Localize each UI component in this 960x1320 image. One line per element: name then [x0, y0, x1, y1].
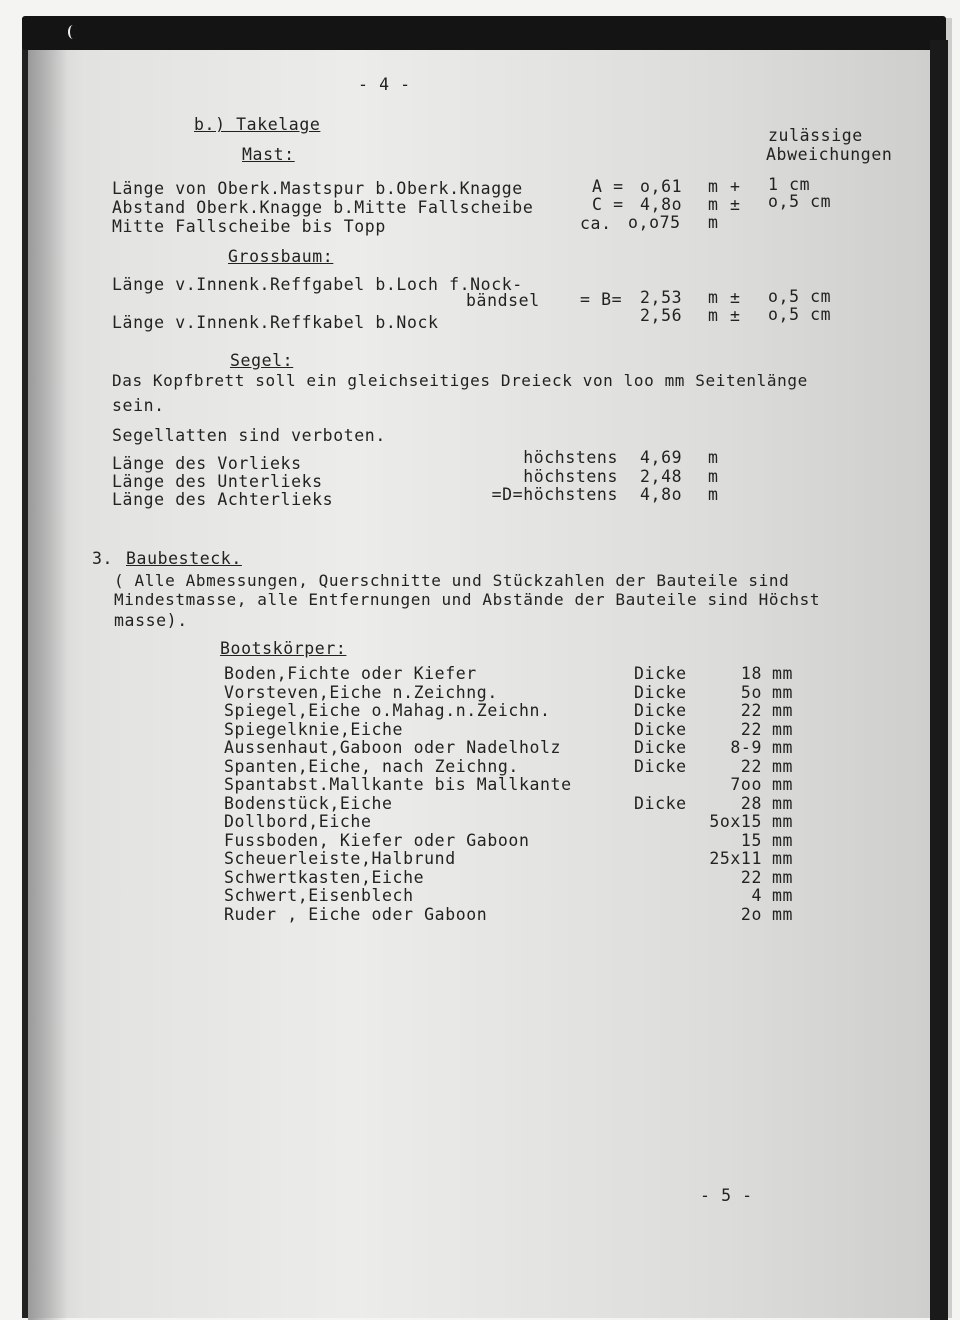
section-b-heading: b.) Takelage: [194, 115, 321, 134]
segel-heading: Segel:: [230, 351, 294, 370]
mast-row-label: Abstand Oberk.Knagge b.Mitte Fallscheibe: [112, 198, 534, 217]
bootskoerper-row-kind: Dicke: [634, 682, 687, 702]
segel-row-unit: m: [708, 485, 719, 504]
mast-heading: Mast:: [242, 145, 295, 164]
grossbaum-row1-label: Länge v.Innenk.Reffgabel b.Loch f.Nock-: [112, 275, 523, 294]
intro-line: masse).: [114, 611, 188, 630]
segel-row-value: 4,8o: [640, 485, 683, 504]
bootskoerper-row-unit: mm: [772, 701, 794, 720]
mast-row-label: Länge von Oberk.Mastspur b.Oberk.Knagge: [112, 179, 523, 198]
bootskoerper-row-kind: Dicke: [634, 719, 687, 739]
intro-line: Mindestmasse, alle Entfernungen und Abstände der Bauteile sind Höchst: [114, 590, 821, 609]
bootskoerper-row-unit: mm: [772, 812, 794, 831]
mast-row-sym: ca.: [580, 214, 612, 233]
binding-shadow: [28, 50, 68, 1320]
bootskoerper-row-kind: Dicke: [634, 664, 687, 683]
grossbaum-row1-sym: = B=: [580, 290, 623, 309]
mast-row-tolerance: o,5 cm: [768, 192, 832, 211]
mast-row-unit: m: [708, 195, 719, 214]
bootskoerper-row-kind: Dicke: [634, 793, 687, 813]
page-number-bottom: - 5 -: [700, 1186, 753, 1205]
segel-paragraph-line: sein.: [112, 396, 165, 415]
segel-row-label: Länge des Vorlieks: [112, 454, 302, 473]
mast-row-value: o,o75: [628, 213, 681, 232]
bootskoerper-row-unit: mm: [772, 830, 794, 850]
bootskoerper-row-unit: mm: [772, 849, 794, 868]
grossbaum-row1-sign: ±: [730, 288, 741, 307]
section-3-number: 3.: [92, 549, 114, 568]
bootskoerper-row-unit: mm: [772, 682, 794, 702]
bootskoerper-row-label: Spiegel,Eiche o.Mahag.n.Zeichn.: [224, 701, 551, 720]
mast-row-value: o,61: [640, 177, 683, 196]
bootskoerper-row-label: Ruder , Eiche oder Gaboon: [224, 904, 488, 924]
grossbaum-row1-tolerance: o,5 cm: [768, 287, 832, 306]
segel-row-qualifier: höchstens: [523, 467, 618, 486]
allowed-header-1: zulässige: [768, 126, 863, 145]
bootskoerper-row-kind: Dicke: [634, 701, 687, 720]
segel-row-label: Länge des Achterlieks: [112, 490, 334, 509]
grossbaum-row2-tolerance: o,5 cm: [768, 305, 832, 324]
bootskoerper-row-value: 28: [740, 793, 762, 813]
grossbaum-row1-label-cont: bändsel: [466, 291, 540, 310]
page-number-top: - 4 -: [358, 75, 411, 94]
bootskoerper-row-unit: mm: [772, 756, 794, 776]
segel-row-value: 2,48: [640, 467, 683, 486]
bootskoerper-row-value: 5ox15: [709, 812, 762, 831]
bootskoerper-row-value: 7oo: [730, 775, 762, 794]
bootskoerper-row-value: 22: [740, 756, 762, 776]
mast-row-tolerance: 1 cm: [768, 175, 811, 194]
bootskoerper-row-value: 22: [740, 867, 762, 887]
segel-row-value: 4,69: [640, 448, 683, 467]
bootskoerper-row-label: Spantabst.Mallkante bis Mallkante: [224, 775, 572, 794]
mast-row-unit: m: [708, 177, 719, 196]
grossbaum-heading: Grossbaum:: [228, 247, 334, 266]
bootskoerper-row-label: Aussenhaut,Gaboon oder Nadelholz: [224, 738, 562, 757]
segel-row-unit: m: [708, 467, 719, 486]
bootskoerper-row-value: 2o: [740, 904, 762, 924]
grossbaum-row2-value: 2,56: [640, 306, 683, 325]
scan-top-edge: [22, 16, 946, 50]
bootskoerper-row-label: Boden,Fichte oder Kiefer: [224, 664, 477, 683]
bootskoerper-row-value: 18: [740, 664, 762, 683]
bootskoerper-row-kind: Dicke: [634, 756, 687, 776]
bootskoerper-row-label: Scheuerleiste,Halbrund: [224, 849, 456, 868]
bootskoerper-row-value: 22: [740, 701, 762, 720]
bootskoerper-row-label: Spanten,Eiche, nach Zeichng.: [224, 756, 519, 776]
bootskoerper-row-unit: mm: [772, 886, 794, 905]
bootskoerper-row-label: Dollbord,Eiche: [224, 812, 372, 831]
segel-row-qualifier: =D=höchstens: [491, 485, 618, 504]
bootskoerper-row-value: 4: [751, 886, 762, 905]
bootskoerper-row-label: Vorsteven,Eiche n.Zeichng.: [224, 682, 498, 702]
bootskoerper-row-kind: Dicke: [634, 738, 687, 757]
grossbaum-row2-unit: m: [708, 306, 719, 325]
bootskoerper-row-label: Schwertkasten,Eiche: [224, 867, 425, 887]
bootskoerper-row-unit: mm: [772, 793, 794, 813]
bootskoerper-row-value: 5o: [740, 682, 762, 702]
mast-row-sym: C =: [592, 195, 624, 214]
segel-paragraph: Segellatten sind verboten.: [112, 426, 386, 445]
scan-mark: [68, 25, 78, 39]
bootskoerper-row-value: 15: [740, 830, 762, 850]
intro-line: ( Alle Abmessungen, Querschnitte und Stückzahlen der Bauteile sind: [114, 571, 790, 590]
mast-row-label: Mitte Fallscheibe bis Topp: [112, 217, 386, 236]
mast-row-sign: +: [730, 177, 741, 196]
bootskoerper-row-label: Fussboden, Kiefer oder Gaboon: [224, 830, 530, 850]
bootskoerper-row-unit: mm: [772, 738, 794, 757]
mast-row-sym: A =: [592, 177, 624, 196]
grossbaum-row2-sign: ±: [730, 306, 741, 325]
mast-row-value: 4,8o: [640, 195, 683, 214]
mast-row-sign: ±: [730, 195, 741, 214]
segel-row-label: Länge des Unterlieks: [112, 472, 323, 491]
bootskoerper-heading: Bootskörper:: [220, 639, 347, 658]
grossbaum-row1-value: 2,53: [640, 288, 683, 307]
allowed-header-2: Abweichungen: [766, 145, 893, 164]
bootskoerper-row-unit: mm: [772, 867, 794, 887]
grossbaum-row2-label: Länge v.Innenk.Reffkabel b.Nock: [112, 313, 439, 332]
bootskoerper-row-unit: mm: [772, 904, 794, 924]
bootskoerper-row-unit: mm: [772, 664, 794, 683]
bootskoerper-row-value: 8-9: [730, 738, 762, 757]
bootskoerper-row-value: 25x11: [709, 849, 762, 868]
bootskoerper-row-value: 22: [740, 719, 762, 739]
bootskoerper-row-label: Schwert,Eisenblech: [224, 886, 414, 905]
grossbaum-row1-unit: m: [708, 288, 719, 307]
segel-row-unit: m: [708, 448, 719, 467]
bootskoerper-row-label: Bodenstück,Eiche: [224, 793, 393, 813]
section-3-heading: Baubesteck.: [126, 549, 242, 568]
mast-row-unit: m: [708, 213, 719, 232]
segel-paragraph-line: Das Kopfbrett soll ein gleichseitiges Dreieck von loo mm Seitenlänge: [112, 371, 808, 390]
bootskoerper-row-unit: mm: [772, 775, 794, 794]
bootskoerper-row-unit: mm: [772, 719, 794, 739]
bootskoerper-row-label: Spiegelknie,Eiche: [224, 719, 404, 739]
scan-right-edge: [930, 40, 948, 1320]
segel-row-qualifier: höchstens: [523, 448, 618, 467]
